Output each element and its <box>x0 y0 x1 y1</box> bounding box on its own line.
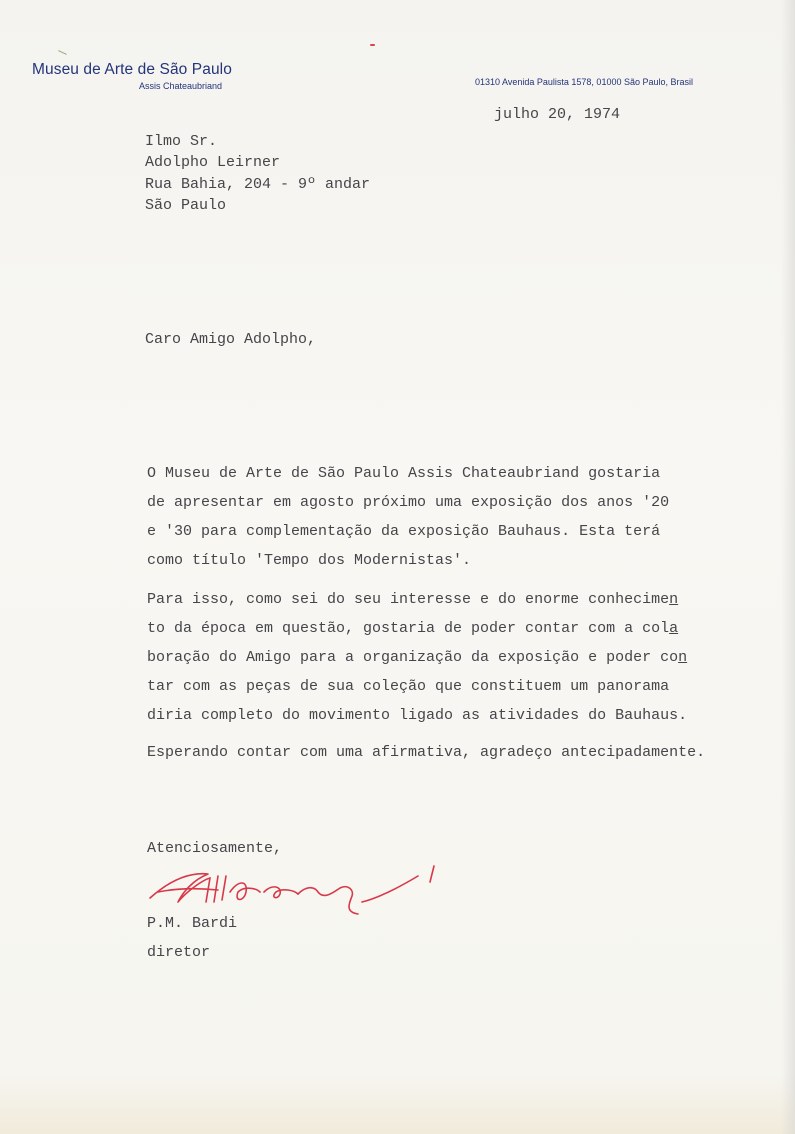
recipient-line: Rua Bahia, 204 - 9º andar <box>145 176 371 193</box>
body-line: Para isso, como sei do seu interesse e do enorme conhecimen <box>147 591 679 608</box>
signature <box>148 862 448 922</box>
body-line: e '30 para complementação da exposição Bauhaus. Esta terá <box>147 523 661 540</box>
recipient-line: Ilmo Sr. <box>145 133 218 150</box>
letterhead-address: 01310 Avenida Paulista 1578, 01000 São Paulo, Brasil <box>475 77 693 87</box>
signer-title: diretor <box>147 944 211 961</box>
letterhead-org-name: Museu de Arte de São Paulo <box>32 61 232 78</box>
body-line: boração do Amigo para a organização da exposição e poder con <box>147 649 688 666</box>
ink-speck <box>370 44 375 46</box>
letter-date: julho 20, 1974 <box>494 106 621 123</box>
body-line: O Museu de Arte de São Paulo Assis Chateaubriand gostaria <box>147 465 661 482</box>
paper-right-shadow <box>781 0 795 1134</box>
salutation: Caro Amigo Adolpho, <box>145 331 317 348</box>
body-line: to da época em questão, gostaria de poder contar com a cola <box>147 620 679 637</box>
signer-name: P.M. Bardi <box>147 915 238 932</box>
recipient-line: Adolpho Leirner <box>145 154 281 171</box>
paper-edge-shadow <box>0 1074 795 1134</box>
body-line: Esperando contar com uma afirmativa, agradeço antecipadamente. <box>147 744 706 761</box>
body-line: tar com as peças de sua coleção que constituem um panorama <box>147 678 670 695</box>
closing: Atenciosamente, <box>147 840 283 857</box>
recipient-line: São Paulo <box>145 197 227 214</box>
body-line: diria completo do movimento ligado as atividades do Bauhaus. <box>147 707 688 724</box>
letterhead-org-subtitle: Assis Chateaubriand <box>139 81 223 91</box>
body-line: de apresentar em agosto próximo uma exposição dos anos '20 <box>147 494 670 511</box>
body-line: como título 'Tempo dos Modernistas'. <box>147 552 472 569</box>
